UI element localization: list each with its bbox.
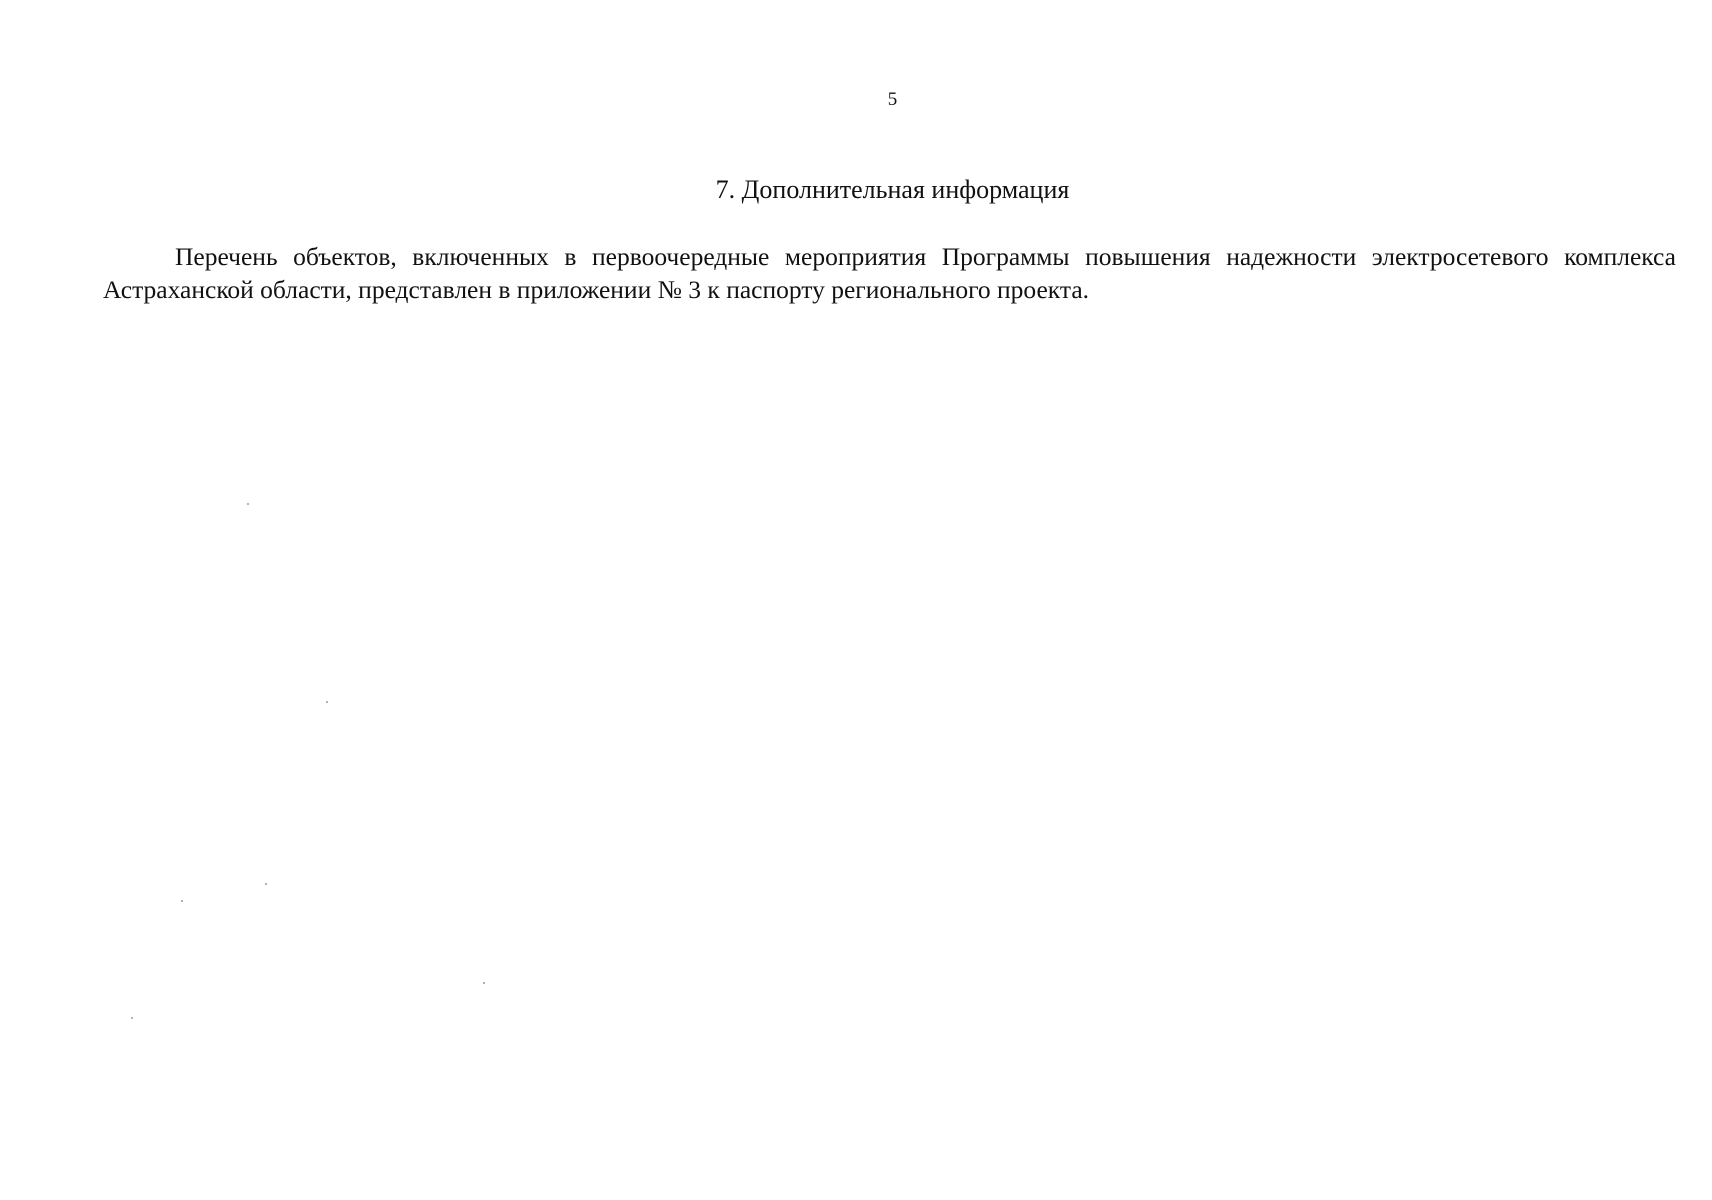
scan-speck	[265, 883, 267, 885]
section-heading: 7. Дополнительная информация	[715, 175, 1070, 204]
page-number: 5	[887, 89, 898, 110]
scan-speck	[181, 900, 183, 902]
scan-speck	[247, 503, 249, 505]
scan-speck	[131, 1017, 133, 1019]
body-paragraph: Перечень объектов, включенных в первоочередные мероприятия Программы повышения надежности электросетевого комплекса Астраханской области, представлен в приложении № 3 к паспорту регионального проекта.	[103, 242, 1676, 304]
scan-speck	[483, 982, 485, 984]
scan-speck	[326, 701, 328, 703]
